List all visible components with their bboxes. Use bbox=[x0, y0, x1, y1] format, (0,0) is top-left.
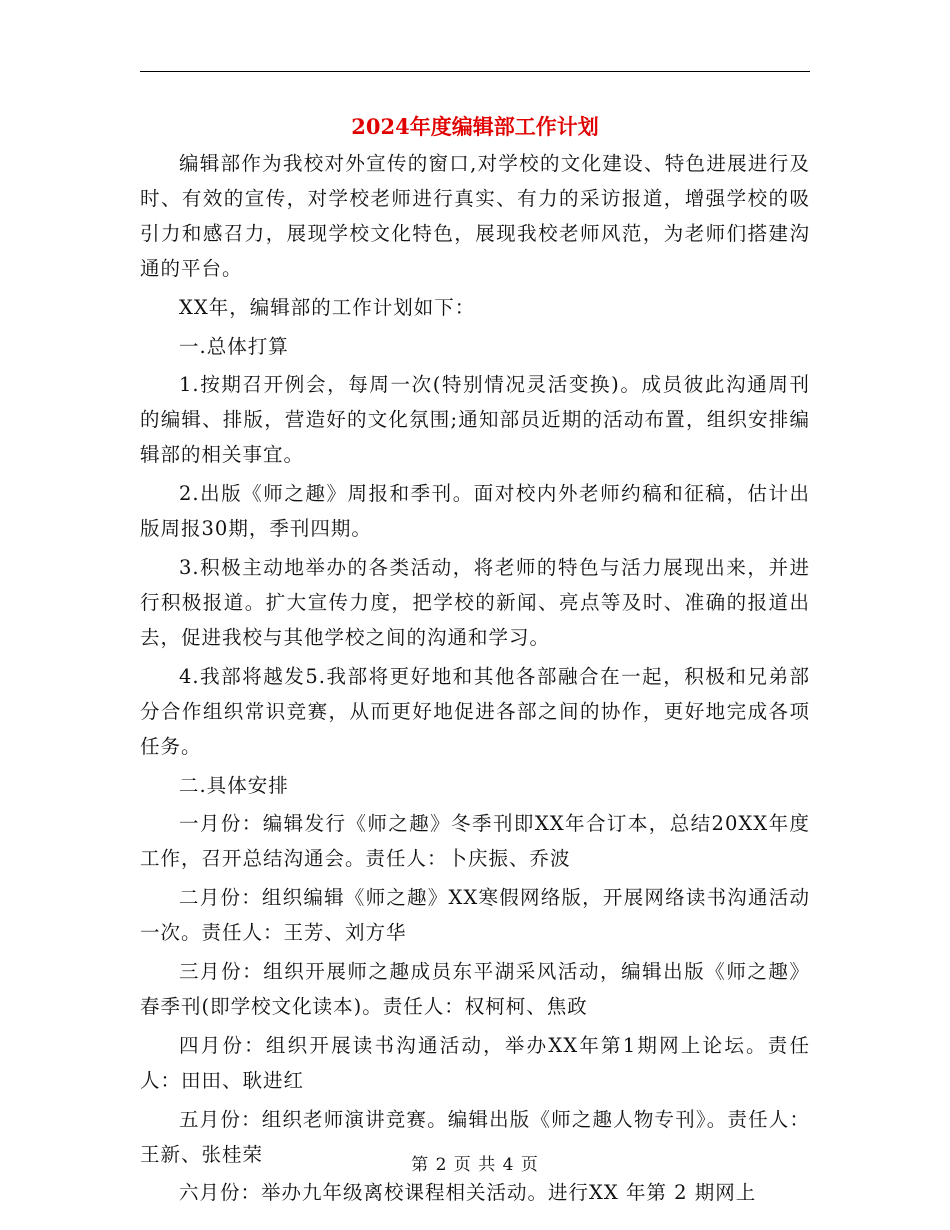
section-heading-overall: 一.总体打算 bbox=[179, 334, 289, 358]
paragraph-april: 四月份：组织开展读书沟通活动，举办XX年第1期网上论坛。责任人：田田、耿进红 bbox=[140, 1033, 810, 1092]
paragraph-plan-lead: XX年，编辑部的工作计划如下： bbox=[179, 295, 476, 319]
section-heading-schedule: 二.具体安排 bbox=[179, 773, 289, 797]
document-body bbox=[140, 146, 810, 1214]
paragraph-june: 六月份：举办九年级离校课程相关活动。进行XX 年第 2 期网上 bbox=[179, 1181, 757, 1205]
paragraph-march: 三月份：组织开展师之趣成员东平湖采风活动，编辑出版《师之趣》春季刊(即学校文化读本)。责任人：权柯柯、焦政 bbox=[140, 959, 810, 1018]
paragraph-january: 一月份：编辑发行《师之趣》冬季刊即XX年合订本，总结20XX年度工作，召开总结沟通会。责任人：卜庆振、乔波 bbox=[140, 812, 810, 871]
paragraph-item-2: 2.出版《师之趣》周报和季刊。面对校内外老师约稿和征稿，估计出版周报30期，季刊四期。 bbox=[140, 482, 810, 541]
paragraph-item-3: 3.积极主动地举办的各类活动，将老师的特色与活力展现出来，并进行积极报道。扩大宣传力度，把学校的新闻、亮点等及时、准确的报道出去，促进我校与其他学校之间的沟通和学习。 bbox=[140, 555, 810, 649]
paragraph-may: 五月份：组织老师演讲竞赛。编辑出版《师之趣人物专刊》。责任人：王新、张桂荣 bbox=[140, 1107, 810, 1166]
document-title: 2024年度编辑部工作计划 bbox=[351, 114, 599, 139]
page-number: 第 2 页 共 4 页 bbox=[411, 1155, 539, 1175]
paragraph-item-4: 4.我部将越发5.我部将更好地和其他各部融合在一起，积极和兄弟部分合作组织常识竞赛，从而更好地促进各部之间的协作，更好地完成各项任务。 bbox=[140, 664, 810, 758]
paragraph-item-1: 1.按期召开例会，每周一次(特别情况灵活变换)。成员彼此沟通周刊的编辑、排版，营造好的文化氛围;通知部员近期的活动布置，组织安排编辑部的相关事宜。 bbox=[140, 373, 810, 467]
paragraph-february: 二月份：组织编辑《师之趣》XX寒假网络版，开展网络读书沟通活动一次。责任人：王芳、刘方华 bbox=[140, 886, 810, 945]
paragraph-intro: 编辑部作为我校对外宣传的窗口,对学校的文化建设、特色进展进行及时、有效的宣传，对学校老师进行真实、有力的采访报道，增强学校的吸引力和感召力，展现学校文化特色，展现我校老师风范，为老师们搭建沟通的平台。 bbox=[140, 152, 810, 280]
header-rule bbox=[140, 71, 810, 72]
